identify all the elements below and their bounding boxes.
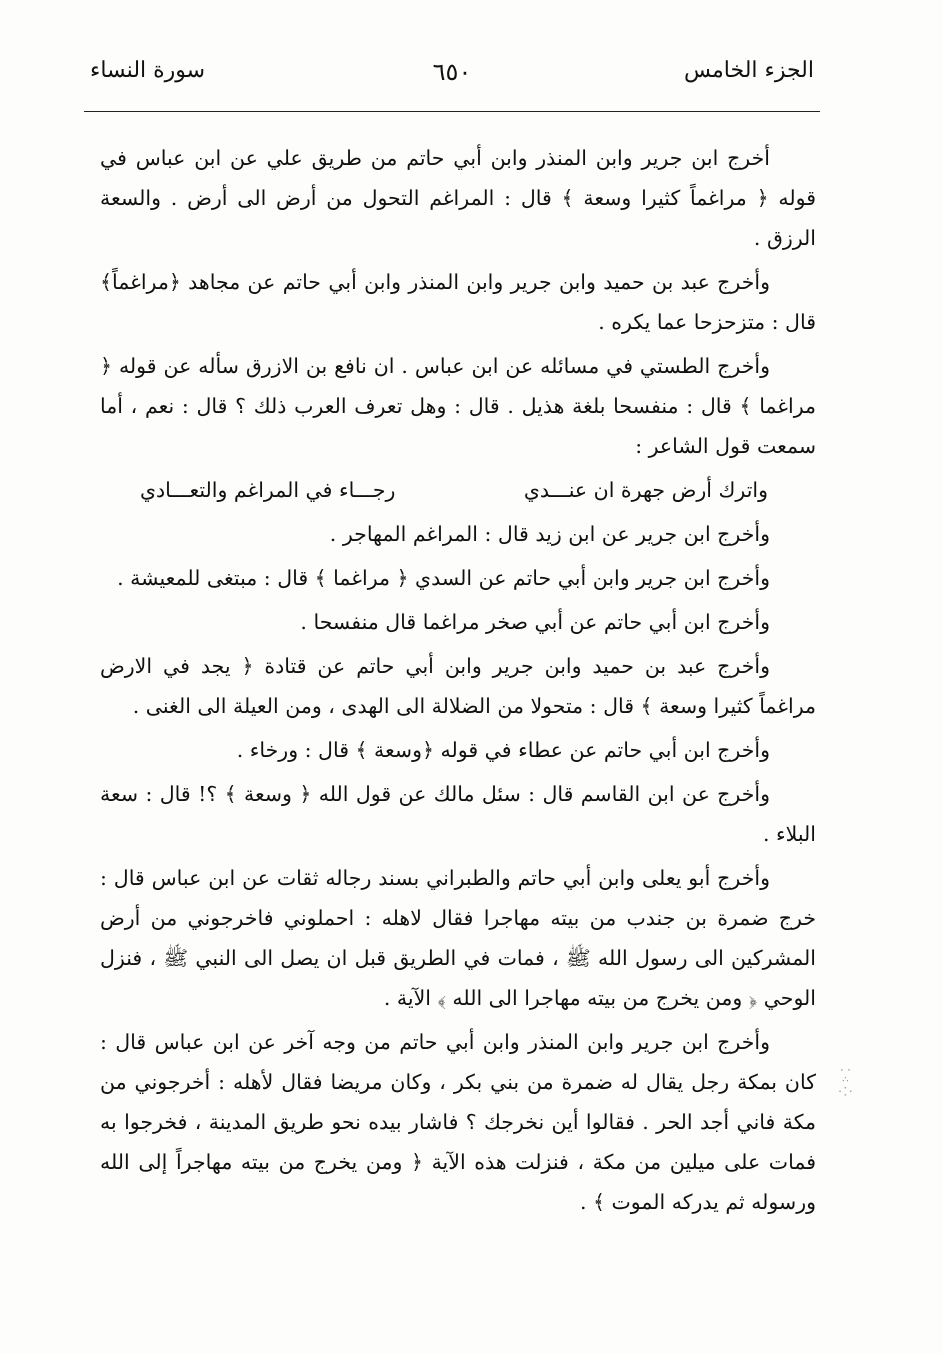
verse-first-hemistich: واترك أرض جهرة ان عنـــدي bbox=[523, 478, 768, 502]
paragraph: وأخرج عن ابن القاسم قال : سئل مالك عن قول الله ﴿ وسعة ﴾ ؟! قال : سعة البلاء . bbox=[100, 782, 816, 846]
paragraph: وأخرج عبد بن حميد وابن جرير وابن المنذر وابن أبي حاتم عن مجاهد ﴿مراغماً﴾ قال : متزحزحا عما يكره . bbox=[100, 270, 816, 334]
margin-scan-mark: ⁚ ⁖ ⁛ bbox=[838, 1068, 852, 1097]
verse-second-hemistich: رجـــاء في المراغم والتعـــادي bbox=[140, 478, 396, 502]
page-body bbox=[100, 138, 816, 1226]
page-number: ٦٥٠ bbox=[432, 58, 472, 86]
surah-label: سورة النساء bbox=[90, 58, 206, 83]
paragraph: وأخرج ابن جرير وابن المنذر وابن أبي حاتم من وجه آخر عن ابن عباس قال : كان بمكة رجل يقال له ضمرة من بني بكر ، وكان مريضا فقال لأهله : أخرجوني من مكة فاني أجد الحر . فقالوا أين نخرجك ؟ فاشار بيده نحو طريق المدينة ، فخرجوا به فمات على ميلين من مكة ، فنزلت هذه الآية ﴿ ومن يخرج من بيته مهاجراً إلى الله ورسوله ثم يدركه الموت ﴾ . bbox=[100, 1030, 816, 1214]
paragraph: وأخرج ابن أبي حاتم عن أبي صخر مراغما قال منفسحا . bbox=[300, 610, 770, 634]
paragraph: وأخرج ابن جرير عن ابن زيد قال : المراغم المهاجر . bbox=[329, 522, 770, 546]
paragraph: أخرج ابن جرير وابن المنذر وابن أبي حاتم من طريق علي عن ابن عباس في قوله ﴿ مراغماً كثيرا وسعة ﴾ قال : المراغم التحول من أرض الى أرض . والسعة الرزق . bbox=[100, 146, 816, 250]
paragraph: وأخرج ابن جرير وابن أبي حاتم عن السدي ﴿ مراغما ﴾ قال : مبتغى للمعيشة . bbox=[117, 566, 770, 590]
page-header bbox=[90, 58, 814, 98]
volume-label: الجزء الخامس bbox=[683, 58, 814, 83]
paragraph: وأخرج ابن أبي حاتم عن عطاء في قوله ﴿وسعة ﴾ قال : ورخاء . bbox=[236, 738, 770, 762]
paragraph: وأخرج عبد بن حميد وابن جرير وابن أبي حاتم عن قتادة ﴿ يجد في الارض مراغماً كثيرا وسعة ﴾ قال : متحولا من الضلالة الى الهدى ، ومن العيلة الى الغنى . bbox=[100, 654, 816, 718]
paragraph: وأخرج أبو يعلى وابن أبي حاتم والطبراني بسند رجاله ثقات عن ابن عباس قال : خرج ضمرة بن جندب من بيته مهاجرا فقال لاهله : احملوني فاخرجوني من أرض المشركين الى رسول الله ﷺ ، فمات في الطريق قبل ان يصل الى النبي ﷺ ، فنزل الوحي ﴿ ومن يخرج من بيته مهاجرا الى الله ﴾ الآية . bbox=[100, 866, 816, 1010]
header-rule bbox=[84, 111, 820, 112]
paragraph: وأخرج الطستي في مسائله عن ابن عباس . ان نافع بن الازرق سأله عن قوله ﴿ مراغما ﴾ قال : منفسحا بلغة هذيل . قال : وهل تعرف العرب ذلك ؟ قال : نعم ، أما سمعت قول الشاعر : bbox=[100, 354, 816, 458]
poetry-verse bbox=[100, 470, 816, 510]
